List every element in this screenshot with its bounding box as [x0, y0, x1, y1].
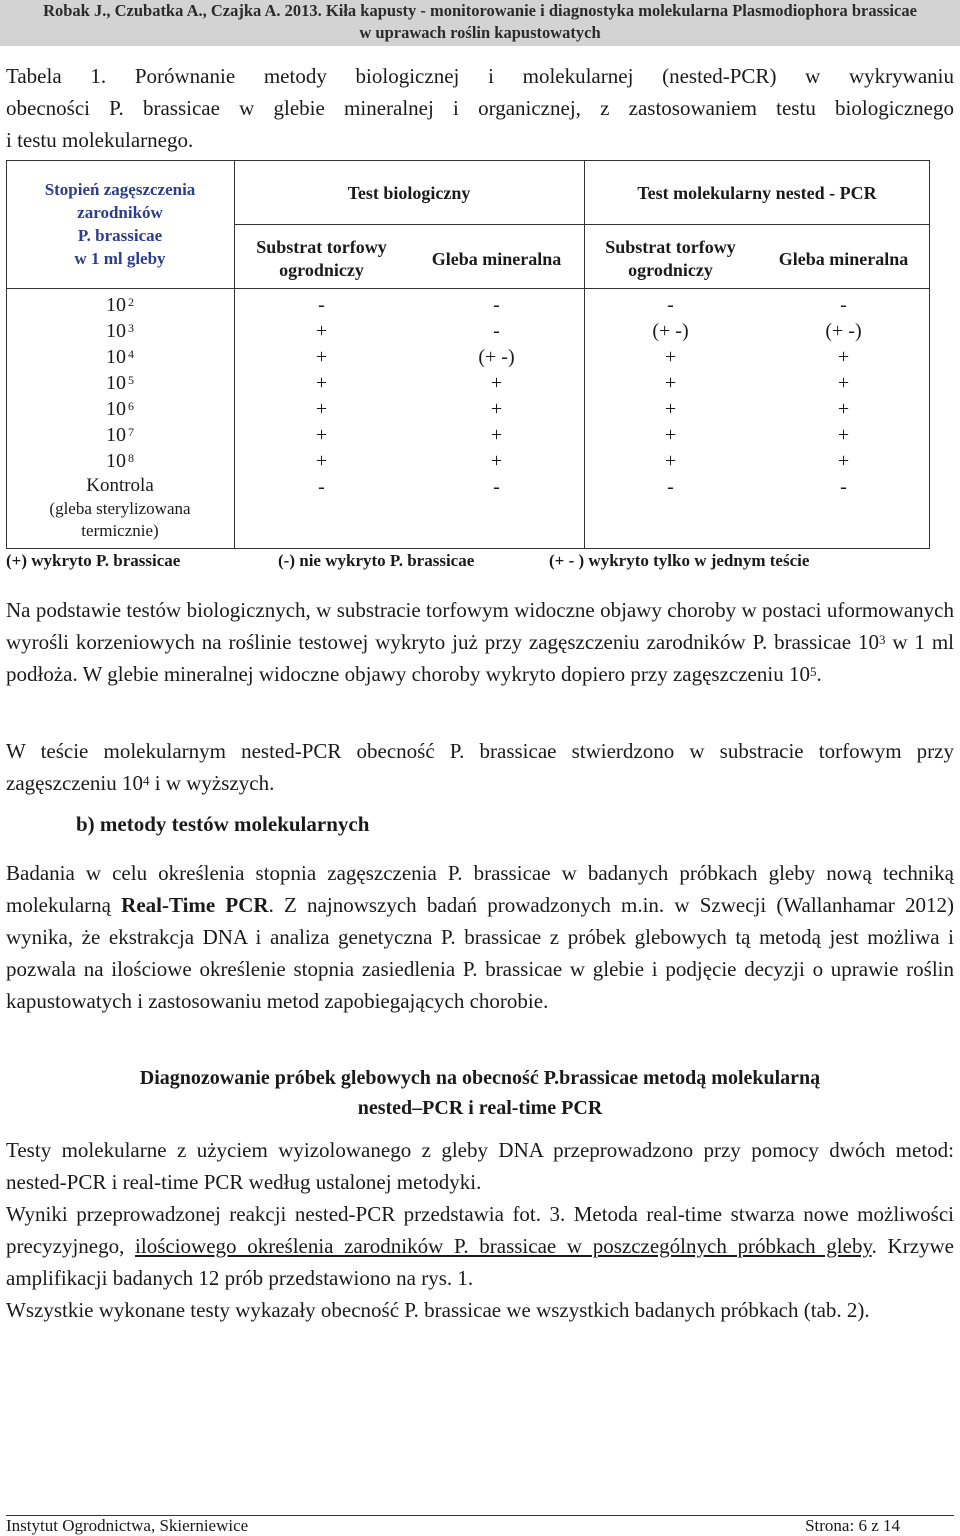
header-text: Substrat torfowy — [256, 237, 387, 257]
bio-gleba-column — [409, 292, 584, 500]
legend-single-test: (+ - ) wykryto tylko w jednym teście — [549, 551, 810, 570]
mol-gleba-column — [757, 292, 930, 500]
text-run: . — [816, 662, 822, 686]
exponent: 5 — [809, 664, 817, 679]
footer-institution: Instytut Ogrodnictwa, Skierniewice — [6, 1516, 249, 1535]
header-text: P. brassicae — [77, 226, 163, 245]
table-cell: - — [840, 294, 847, 316]
section-heading: b) metody testów molekularnych — [76, 812, 370, 836]
conc-base: 10 — [106, 424, 126, 446]
header-text: ogrodniczy — [279, 260, 364, 280]
caption-line-2: obecności P. brassicae w glebie mineralnej i organicznej, z zastosowaniem testu biologicznego — [6, 96, 954, 120]
table-cell: + — [490, 372, 503, 394]
mol-gleba-header: Gleba mineralna — [778, 249, 909, 269]
conc-base: 10 — [106, 320, 126, 342]
control-note: termicznie) — [81, 521, 159, 540]
table-divider — [6, 288, 930, 289]
bio-torf-header — [234, 236, 409, 282]
mol-test-header: Test molekularny nested - PCR — [637, 183, 877, 203]
table-cell: + — [315, 372, 328, 394]
table-cell: (+ -) — [652, 320, 689, 342]
footer-page-number: Strona: 6 z 14 — [805, 1516, 900, 1535]
table-cell: - — [318, 476, 325, 498]
text-run: Wyniki przeprowadzonej reakcji nested-PCR przedstawia fot. 3. Metoda real-time stwarza nowe możliwości precyzyjnego, — [6, 1202, 954, 1258]
concentration-row — [6, 344, 234, 370]
text-run: . Krzywe amplifikacji badanych 12 prób przedstawiono na rys. 1. — [6, 1234, 954, 1290]
conc-exp: 2 — [128, 295, 134, 309]
table-cell: + — [837, 372, 850, 394]
paragraph-realtime — [6, 857, 954, 1017]
table-cell: + — [664, 450, 677, 472]
conc-exp: 4 — [128, 347, 134, 361]
table-cell: - — [840, 476, 847, 498]
table-cell: + — [664, 346, 677, 368]
table-cell: - — [667, 294, 674, 316]
table-cell: + — [490, 424, 503, 446]
table-cell: (+ -) — [478, 346, 515, 368]
table-cell: + — [837, 398, 850, 420]
mol-torf-header — [584, 236, 757, 282]
conc-base: 10 — [106, 294, 126, 316]
caption-line-3: i testu molekularnego. — [6, 128, 194, 152]
conc-exp: 7 — [128, 425, 134, 439]
table-cell: + — [490, 398, 503, 420]
table-cell: + — [315, 320, 328, 342]
bio-gleba-header: Gleba mineralna — [431, 249, 562, 269]
table-cell: (+ -) — [825, 320, 862, 342]
control-label — [6, 473, 234, 542]
control-title: Kontrola — [86, 475, 154, 496]
table-cell: + — [490, 450, 503, 472]
concentration-header — [6, 178, 234, 270]
results-table — [6, 160, 930, 549]
table-cell: - — [318, 294, 325, 316]
paragraph-mol-results — [6, 735, 954, 799]
header-line-2: w uprawach roślin kapustowatych — [359, 23, 601, 42]
paragraph-methods: Testy molekularne z użyciem wyizolowanego z gleby DNA przeprowadzono przy pomocy dwóch metod: nested-PCR i real-time PCR według ustalonej metodyki. — [6, 1138, 954, 1194]
text-run: Badania w celu określenia stopnia zagęszczenia P. brassicae w badanych próbkach gleby nową techniką molekularną — [6, 861, 954, 917]
header-text: zarodników — [77, 203, 163, 222]
concentration-row — [6, 422, 234, 448]
conc-exp: 5 — [128, 373, 134, 387]
emphasis: Real-Time PCR — [121, 893, 269, 917]
paragraph-nested-results — [6, 1198, 954, 1294]
diagnostic-heading-line2: nested–PCR i real-time PCR — [357, 1097, 603, 1119]
diagnostic-heading-line1: Diagnozowanie próbek glebowych na obecność P.brassicae metodą molekularną — [139, 1067, 821, 1089]
underlined-text: ilościowego określenia zarodników P. brassicae w poszczególnych próbkach gleby — [135, 1234, 872, 1258]
page-header — [0, 0, 960, 46]
text-run: W teście molekularnym nested-PCR obecność P. brassicae stwierdzono w substracie torfowym przy zagęszczeniu 10 — [6, 739, 954, 795]
control-note: (gleba sterylizowana — [49, 499, 191, 518]
paragraph-bio-results — [6, 594, 954, 690]
table-cell: + — [315, 450, 328, 472]
table-cell: + — [664, 424, 677, 446]
text-run: Na podstawie testów biologicznych, w substracie torfowym widoczne objawy choroby w postaci uformowanych wyrośli korzeniowych na roślinie testowej wykryto już przy zagęszczeniu zarodników P. brassicae 10 — [6, 598, 954, 654]
table-cell: + — [664, 398, 677, 420]
concentration-row — [6, 448, 234, 474]
conc-base: 10 — [106, 398, 126, 420]
conc-base: 10 — [106, 372, 126, 394]
bio-test-header: Test biologiczny — [347, 183, 471, 203]
legend-not-detected: (-) nie wykryto P. brassicae — [278, 551, 475, 570]
table-divider — [234, 224, 930, 225]
table-cell: + — [664, 372, 677, 394]
header-text: w 1 ml gleby — [74, 249, 166, 268]
paragraph-conclusion: Wszystkie wykonane testy wykazały obecność P. brassicae we wszystkich badanych próbkach (tab. 2). — [6, 1298, 870, 1322]
concentration-row — [6, 396, 234, 422]
table-cell: - — [667, 476, 674, 498]
text-run: i w wyższych. — [149, 771, 275, 795]
table-cell: + — [315, 398, 328, 420]
table-cell: + — [837, 346, 850, 368]
mol-torf-column — [584, 292, 757, 500]
table-cell: + — [315, 424, 328, 446]
header-text: Substrat torfowy — [605, 237, 736, 257]
table-caption — [6, 60, 954, 156]
header-text: Stopień zagęszczenia — [44, 180, 196, 199]
table-cell: - — [493, 294, 500, 316]
legend-detected: (+) wykryto P. brassicae — [6, 551, 181, 570]
caption-line-1: Tabela 1. Porównanie metody biologicznej i molekularnej (nested-PCR) w wykrywaniu — [6, 64, 954, 88]
text-run: . Z najnowszych badań prowadzonych m.in. w Szwecji (Wallanhamar 2012) wynika, że ekstrakcja DNA i analiza genetyczna P. brassicae z próbek glebowych tą metodą jest możliwa i pozwala na ilościowe określenie stopnia zasiedlenia P. brassicae w glebie i podjęcie decyzji o uprawie roślin kapustowatych i zastosowaniu metod zapobiegających chorobie. — [6, 893, 954, 1013]
text-run: w 1 ml podłoża. W glebie mineralnej widoczne objawy choroby wykryto dopiero przy zagęszczeniu 10 — [6, 630, 955, 686]
table-cell: - — [493, 476, 500, 498]
conc-exp: 6 — [128, 399, 134, 413]
table-cell: - — [493, 320, 500, 342]
concentration-row — [6, 292, 234, 318]
conc-base: 10 — [106, 346, 126, 368]
header-text: ogrodniczy — [628, 260, 713, 280]
conc-exp: 8 — [128, 451, 134, 465]
table-cell: + — [837, 450, 850, 472]
header-line-1: Robak J., Czubatka A., Czajka A. 2013. Kiła kapusty - monitorowanie i diagnostyka molekularna Plasmodiophora brassicae — [43, 1, 917, 20]
table-cell: + — [315, 346, 328, 368]
concentration-row — [6, 370, 234, 396]
bio-torf-column — [234, 292, 409, 500]
conc-base: 10 — [106, 450, 126, 472]
conc-exp: 3 — [128, 321, 134, 335]
exponent: 4 — [143, 773, 150, 788]
concentration-row — [6, 318, 234, 344]
exponent: 3 — [878, 632, 886, 647]
table-cell: + — [837, 424, 850, 446]
